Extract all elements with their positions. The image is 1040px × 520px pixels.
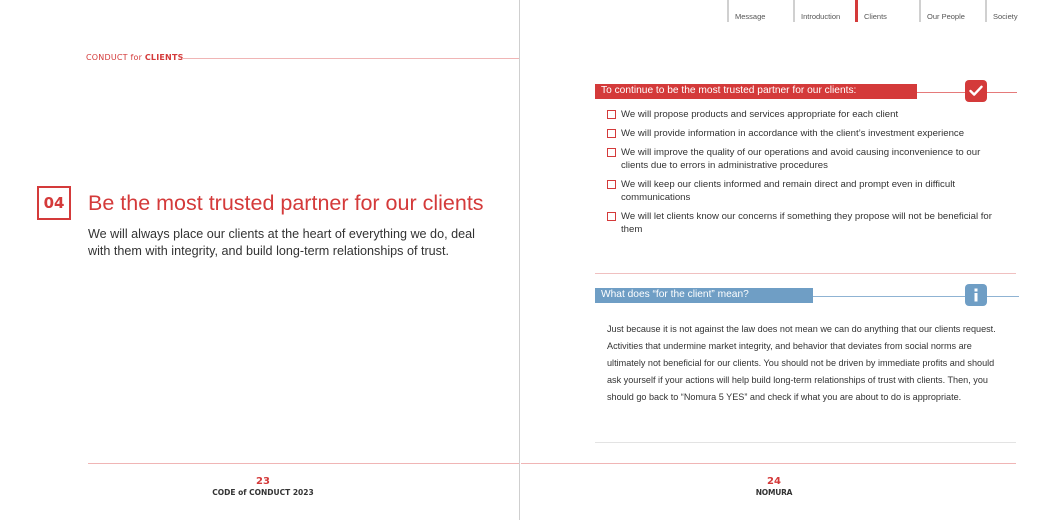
right-page — [521, 0, 1040, 520]
footer-divider — [88, 463, 519, 464]
checkbox-icon — [607, 212, 616, 221]
page-number: 23 — [256, 476, 270, 487]
nav-tab-our-people[interactable]: Our People — [919, 0, 983, 22]
explanation-text: Just because it is not against the law does not mean we can do anything that our clients request. Activities that undermine market integrity, and behavior that deviates from social norms are ultimately not beneficial for our clients. You should not be driven by immediate profits and should ask yourself if your actions will help build long-term relationships of trust with clients. Then, you should go back to “Nomura 5 YES” and check if what you are about to do is appropriate. — [607, 324, 996, 402]
chapter-nav — [521, 0, 1040, 24]
info-icon — [965, 284, 987, 306]
commitments-list — [607, 108, 1007, 242]
nav-tab-introduction[interactable]: Introduction — [793, 0, 855, 22]
footer-title: CODE of CONDUCT 2023 — [212, 488, 314, 497]
list-item: We will propose products and services appropriate for each client — [607, 108, 1007, 121]
commitments-banner: To continue to be the most trusted partner for our clients: — [595, 84, 917, 99]
page-number: 24 — [767, 476, 781, 487]
checkbox-icon — [607, 148, 616, 157]
list-item: We will provide information in accordance with the client’s investment experience — [607, 127, 1007, 140]
nav-tab-clients[interactable]: Clients — [855, 0, 917, 22]
list-divider — [595, 273, 1016, 274]
banner-line — [813, 296, 1019, 297]
explanation-divider — [595, 442, 1016, 443]
section-divider — [182, 58, 519, 59]
section-intro: We will always place our clients at the heart of everything we do, deal with them with integrity, and build long-term relationships of trust. — [88, 227, 475, 258]
list-item: We will let clients know our concerns if something they propose will not be beneficial for them — [607, 210, 1007, 236]
checkbox-icon — [607, 129, 616, 138]
section-label: CONDUCT for CLIENTS — [86, 53, 184, 62]
section-number: 04 — [37, 186, 71, 220]
list-item: We will improve the quality of our operations and avoid causing inconvenience to our clients due to errors in administrative procedures — [607, 146, 1007, 172]
footer-divider — [521, 463, 1016, 464]
list-item: We will keep our clients informed and remain direct and prompt even in difficult communications — [607, 178, 1007, 204]
explain-banner: What does “for the client” mean? — [595, 288, 813, 303]
checkbox-icon — [607, 110, 616, 119]
nav-tab-message[interactable]: Message — [727, 0, 793, 22]
checkbox-icon — [607, 180, 616, 189]
checkmark-icon — [965, 80, 987, 102]
nav-tab-society[interactable]: Society — [985, 0, 1037, 22]
section-title: Be the most trusted partner for our clients — [88, 191, 484, 215]
nomura-logo: NOMURA — [755, 488, 793, 497]
